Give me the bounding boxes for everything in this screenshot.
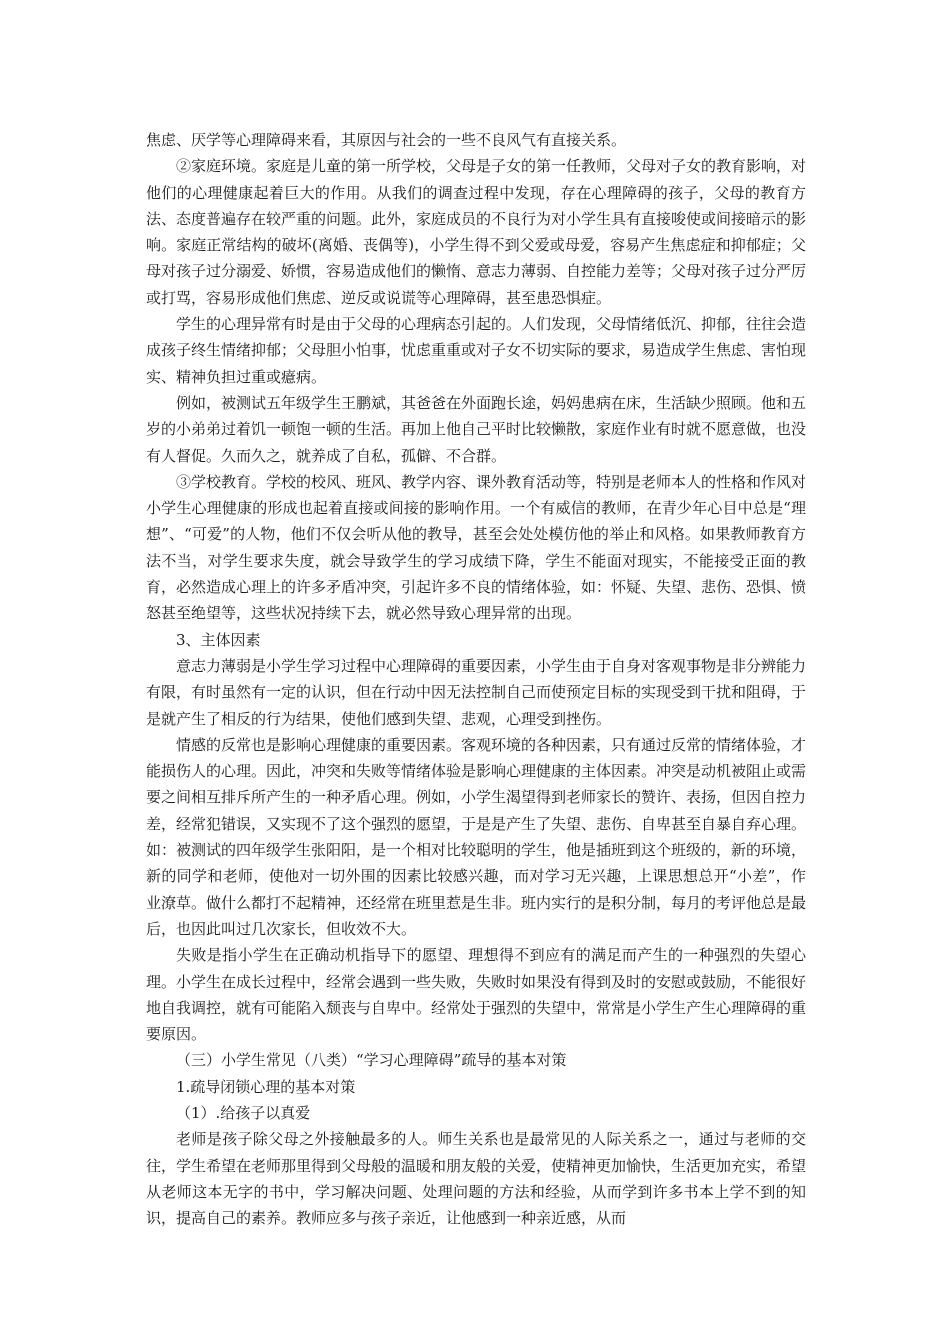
paragraph-failure: 失败是指小学生在正确动机指导下的愿望、理想得不到应有的满足而产生的一种强烈的失望心理。小学生在成长过程中，经常会遇到一些失败，失败时如果没有得到及时的安慰或鼓励，不能很好地自我调控，就有可能陷入颓丧与自卑中。经常处于强烈的失望中，常常是小学生产生心理障碍的重要原因。 bbox=[146, 946, 807, 1044]
paragraph-family-environment: ②家庭环境。家庭是儿童的第一所学校，父母是子女的第一任教师，父母对子女的教育影响，对他们的心理健康起着巨大的作用。从我们的调查过程中发现，存在心理障碍的孩子，父母的教育方法、态度普遍存在较严重的问题。此外，家庭成员的不良行为对小学生具有直接唆使或间接暗示的影响。家庭正常结构的破坏(离婚、丧偶等)，小学生得不到父爱或母爱，容易产生焦虑症和抑郁症；父母对孩子过分溺爱、娇惯，容易造成他们的懒惰、意志力薄弱、自控能力差等；父母对孩子过分严厉或打骂，容易形成他们焦虑、逆反或说谎等心理障碍，甚至患恐惧症。 bbox=[146, 157, 807, 307]
subsection-heading-closed-mind: 1.疏导闭锁心理的基本对策 bbox=[176, 1077, 356, 1096]
section-heading-countermeasures: （三）小学生常见（八类）“学习心理障碍”疏导的基本对策 bbox=[176, 1051, 567, 1070]
paragraph-school-education: ③学校教育。学校的校风、班风、教学内容、课外教育活动等，特别是老师本人的性格和作风对小学生心理健康的形成也起着直接或间接的影响作用。一个有威信的教师，在青少年心目中总是“理想”、“可爱”的人物，他们不仅会听从他的教导，甚至会处处模仿他的举止和风格。如果教师教育方法不当，对学生要求失度，就会导致学生的学习成绩下降，学生不能面对现实，不能接受正面的教育，必然造成心理上的许多矛盾冲突，引起许多不良的情绪体验，如：怀疑、失望、悲伤、恐惧、愤怒甚至绝望等，这些状况持续下去，就必然导致心理异常的出现。 bbox=[146, 472, 807, 623]
subsection-heading-true-love: （1）.给孩子以真爱 bbox=[176, 1103, 311, 1122]
paragraph-teacher-relationship: 老师是孩子除父母之外接触最多的人。师生关系也是最常见的人际关系之一，通过与老师的交往，学生希望在老师那里得到父母般的温暖和朋友般的关爱，使精神更加愉快，生活更加充实，希望从老师这本无字的书中，学习解决问题、处理问题的方法和经验，从而学到许多书本上学不到的知识，提高自己的素养。教师应多与孩子亲近，让他感到一种亲近感，从而 bbox=[146, 1130, 807, 1228]
document-page bbox=[146, 127, 806, 1231]
paragraph-continuation: 焦虑、厌学等心理障碍来看，其原因与社会的一些不良风气有直接关系。 bbox=[146, 131, 627, 149]
paragraph-emotion: 情感的反常也是影响心理健康的重要因素。客观环境的各种因素，只有通过反常的情绪体验，才能损伤人的心理。因此，冲突和失败等情绪体验是影响心理健康的主体因素。冲突是动机被阻止或需要之间相互排斥所产生的一种矛盾心理。例如，小学生渴望得到老师家长的赞许、表扬，但因自控力差，经常犯错误，又实现不了这个强烈的愿望，于是是产生了失望、悲伤、自卑甚至自暴自弃心理。如：被测试的四年级学生张阳阳，是一个相对比较聪明的学生，他是插班到这个班级的，新的环境，新的同学和老师，使他对一切外围的因素比较感兴趣，而对学习无兴趣，上课思想总开“小差”，作业潦草。做什么都打不起精神，还经常在班里惹是生非。班内实行的是积分制，每月的考评他总是最后，也因此叫过几次家长，但收效不大。 bbox=[146, 735, 807, 938]
section-heading-subject-factors: 3、主体因素 bbox=[176, 630, 261, 649]
paragraph-example-wang: 例如，被测试五年级学生王鹏斌，其爸爸在外面跑长途，妈妈患病在床，生活缺少照顾。他和五岁的小弟弟过着饥一顿饱一顿的生活。再加上他自己平时比较懒散，家庭作业有时就不愿意做，也没有人督促。久而久之，就养成了自私，孤僻、不合群。 bbox=[146, 393, 807, 465]
paragraph-willpower: 意志力薄弱是小学生学习过程中心理障碍的重要因素，小学生由于自身对客观事物是非分辨能力有限，有时虽然有一定的认识，但在行动中因无法控制自己而使预定目标的实现受到干扰和阻碍，于是就产生了相反的行为结果，使他们感到失望、悲观，心理受到挫伤。 bbox=[146, 656, 807, 728]
paragraph-parent-psychology: 学生的心理异常有时是由于父母的心理病态引起的。人们发现，父母情绪低沉、抑郁，往往会造成孩子终生情绪抑郁；父母胆小怕事，忧虑重重或对子女不切实际的要求，易造成学生焦虑、害怕现实、精神负担过重或癔病。 bbox=[146, 315, 807, 386]
